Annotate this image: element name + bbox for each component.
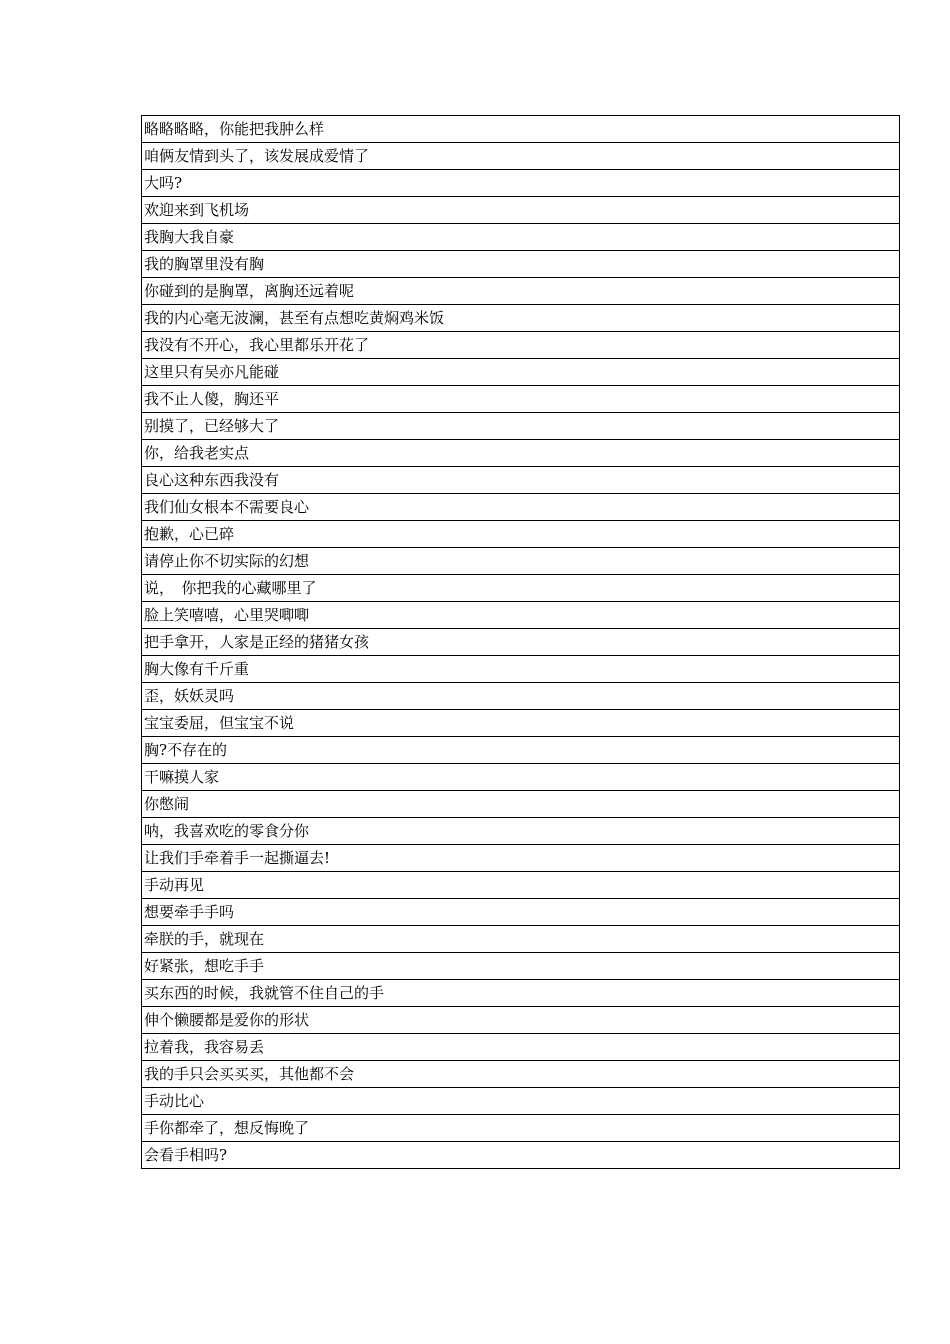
table-row [142,1061,900,1088]
table-row [142,764,900,791]
table-row [142,710,900,737]
table-row [142,251,900,278]
table-row [142,413,900,440]
table-row [142,278,900,305]
table-cell: 咱俩友情到头了，该发展成爱情了 [142,143,900,170]
table-cell: 胸大像有千斤重 [142,656,900,683]
table-row [142,359,900,386]
table-cell: 我的手只会买买买，其他都不会 [142,1061,900,1088]
table-row [142,818,900,845]
table-row [142,629,900,656]
table-cell: 把手拿开，人家是正经的猪猪女孩 [142,629,900,656]
table-row [142,332,900,359]
table-row [142,548,900,575]
table-cell: 拉着我，我容易丢 [142,1034,900,1061]
table-cell: 宝宝委屈，但宝宝不说 [142,710,900,737]
text-table [141,115,900,1169]
table-cell: 我没有不开心，我心里都乐开花了 [142,332,900,359]
table-cell: 抱歉，心已碎 [142,521,900,548]
table-cell: 大吗? [142,170,900,197]
table-row [142,116,900,143]
table-cell: 我的胸罩里没有胸 [142,251,900,278]
table-cell: 买东西的时候，我就管不住自己的手 [142,980,900,1007]
table-cell: 我的内心毫无波澜，甚至有点想吃黄焖鸡米饭 [142,305,900,332]
table-cell: 我胸大我自豪 [142,224,900,251]
table-cell: 手动比心 [142,1088,900,1115]
table-row [142,953,900,980]
table-row [142,170,900,197]
table-row [142,845,900,872]
table-cell: 脸上笑嘻嘻，心里哭唧唧 [142,602,900,629]
table-row [142,1088,900,1115]
table-cell: 良心这种东西我没有 [142,467,900,494]
table-row [142,224,900,251]
table-cell: 我不止人傻，胸还平 [142,386,900,413]
table-row [142,494,900,521]
table-row [142,386,900,413]
table-cell: 手你都牵了，想反悔晚了 [142,1115,900,1142]
table-cell: 我们仙女根本不需要良心 [142,494,900,521]
table-cell: 说， 你把我的心藏哪里了 [142,575,900,602]
table-cell: 呐，我喜欢吃的零食分你 [142,818,900,845]
table-cell: 别摸了，已经够大了 [142,413,900,440]
table-row [142,980,900,1007]
table-cell: 这里只有吴亦凡能碰 [142,359,900,386]
table-row [142,899,900,926]
table-cell: 想要牵手手吗 [142,899,900,926]
table-cell: 胸?不存在的 [142,737,900,764]
table-row [142,602,900,629]
table-row [142,791,900,818]
table-row [142,683,900,710]
table-body [142,116,900,1169]
table-row [142,143,900,170]
table-cell: 请停止你不切实际的幻想 [142,548,900,575]
table-row [142,467,900,494]
table-row [142,1142,900,1169]
table-cell: 你憋闹 [142,791,900,818]
table-cell: 欢迎来到飞机场 [142,197,900,224]
table-row [142,926,900,953]
table-cell: 你碰到的是胸罩，离胸还远着呢 [142,278,900,305]
table-row [142,440,900,467]
table-cell: 好紧张，想吃手手 [142,953,900,980]
table-cell: 手动再见 [142,872,900,899]
table-cell: 会看手相吗? [142,1142,900,1169]
table-row [142,737,900,764]
table-cell: 歪，妖妖灵吗 [142,683,900,710]
table-cell: 让我们手牵着手一起撕逼去! [142,845,900,872]
table-row [142,575,900,602]
table-row [142,521,900,548]
table-cell: 牵朕的手，就现在 [142,926,900,953]
table-row [142,1034,900,1061]
table-row [142,1115,900,1142]
table-cell: 略略略略，你能把我肿么样 [142,116,900,143]
table-row [142,197,900,224]
table-row [142,656,900,683]
table-cell: 伸个懒腰都是爱你的形状 [142,1007,900,1034]
table-cell: 干嘛摸人家 [142,764,900,791]
table-row [142,305,900,332]
table-cell: 你，给我老实点 [142,440,900,467]
table-row [142,872,900,899]
table-row [142,1007,900,1034]
